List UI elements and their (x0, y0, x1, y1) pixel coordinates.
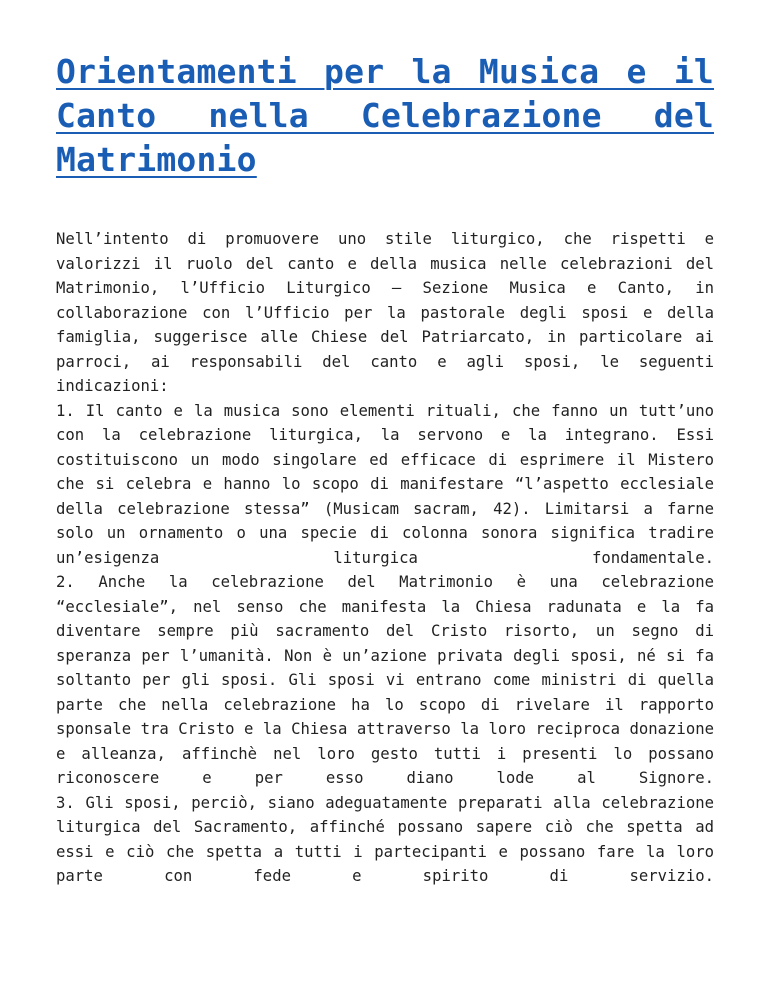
document-page (56, 50, 714, 889)
article-body (56, 227, 714, 889)
title-link[interactable]: Orientamenti per la Musica e il Canto nella Celebrazione del Matrimonio (56, 52, 714, 179)
paragraph-3: 3. Gli sposi, perciò, siano adeguatamente preparati alla celebrazione liturgica del Sacramento, affinché possano sapere ciò che spetta ad essi e ciò che spetta a tutti i partecipanti e possano fare la loro parte con fede e spirito di servizio. (56, 793, 714, 885)
intro-paragraph: Nell’intento di promuovere uno stile liturgico, che rispetti e valorizzi il ruolo del canto e della musica nelle celebrazioni del Matrimonio, l’Ufficio Liturgico – Sezione Musica e Canto, in collaborazione con l’Ufficio per la pastorale degli sposi e della famiglia, suggerisce alle Chiese del Patriarcato, in particolare ai parroci, ai responsabili del canto e agli sposi, le seguenti indicazioni: (56, 230, 714, 395)
paragraph-1: 1. Il canto e la musica sono elementi rituali, che fanno un tutt’uno con la celebrazione liturgica, la servono e la integrano. Essi costituiscono un modo singolare ed efficace di esprimere il Mistero che si celebra e hanno lo scopo di manifestare “l’aspetto ecclesiale della celebrazione stessa” (Musicam sacram, 42). Limitarsi a farne solo un ornamento o una specie di colonna sonora significa tradire un’esigenza liturgica fondamentale. (56, 401, 714, 567)
paragraph-2: 2. Anche la celebrazione del Matrimonio è una celebrazione “ecclesiale”, nel senso che manifesta la Chiesa radunata e la fa diventare sempre più sacramento del Cristo risorto, un segno di speranza per l’umanità. Non è un’azione privata degli sposi, né si fa soltanto per gli sposi. Gli sposi vi entrano come ministri di quella parte che nella celebrazione ha lo scopo di rivelare il rapporto sponsale tra Cristo e la Chiesa attraverso la loro reciproca donazione e alleanza, affinchè nel loro gesto tutti i presenti lo possano riconoscere e per esso diano lode al Signore. (56, 573, 714, 787)
page-title (56, 50, 714, 182)
